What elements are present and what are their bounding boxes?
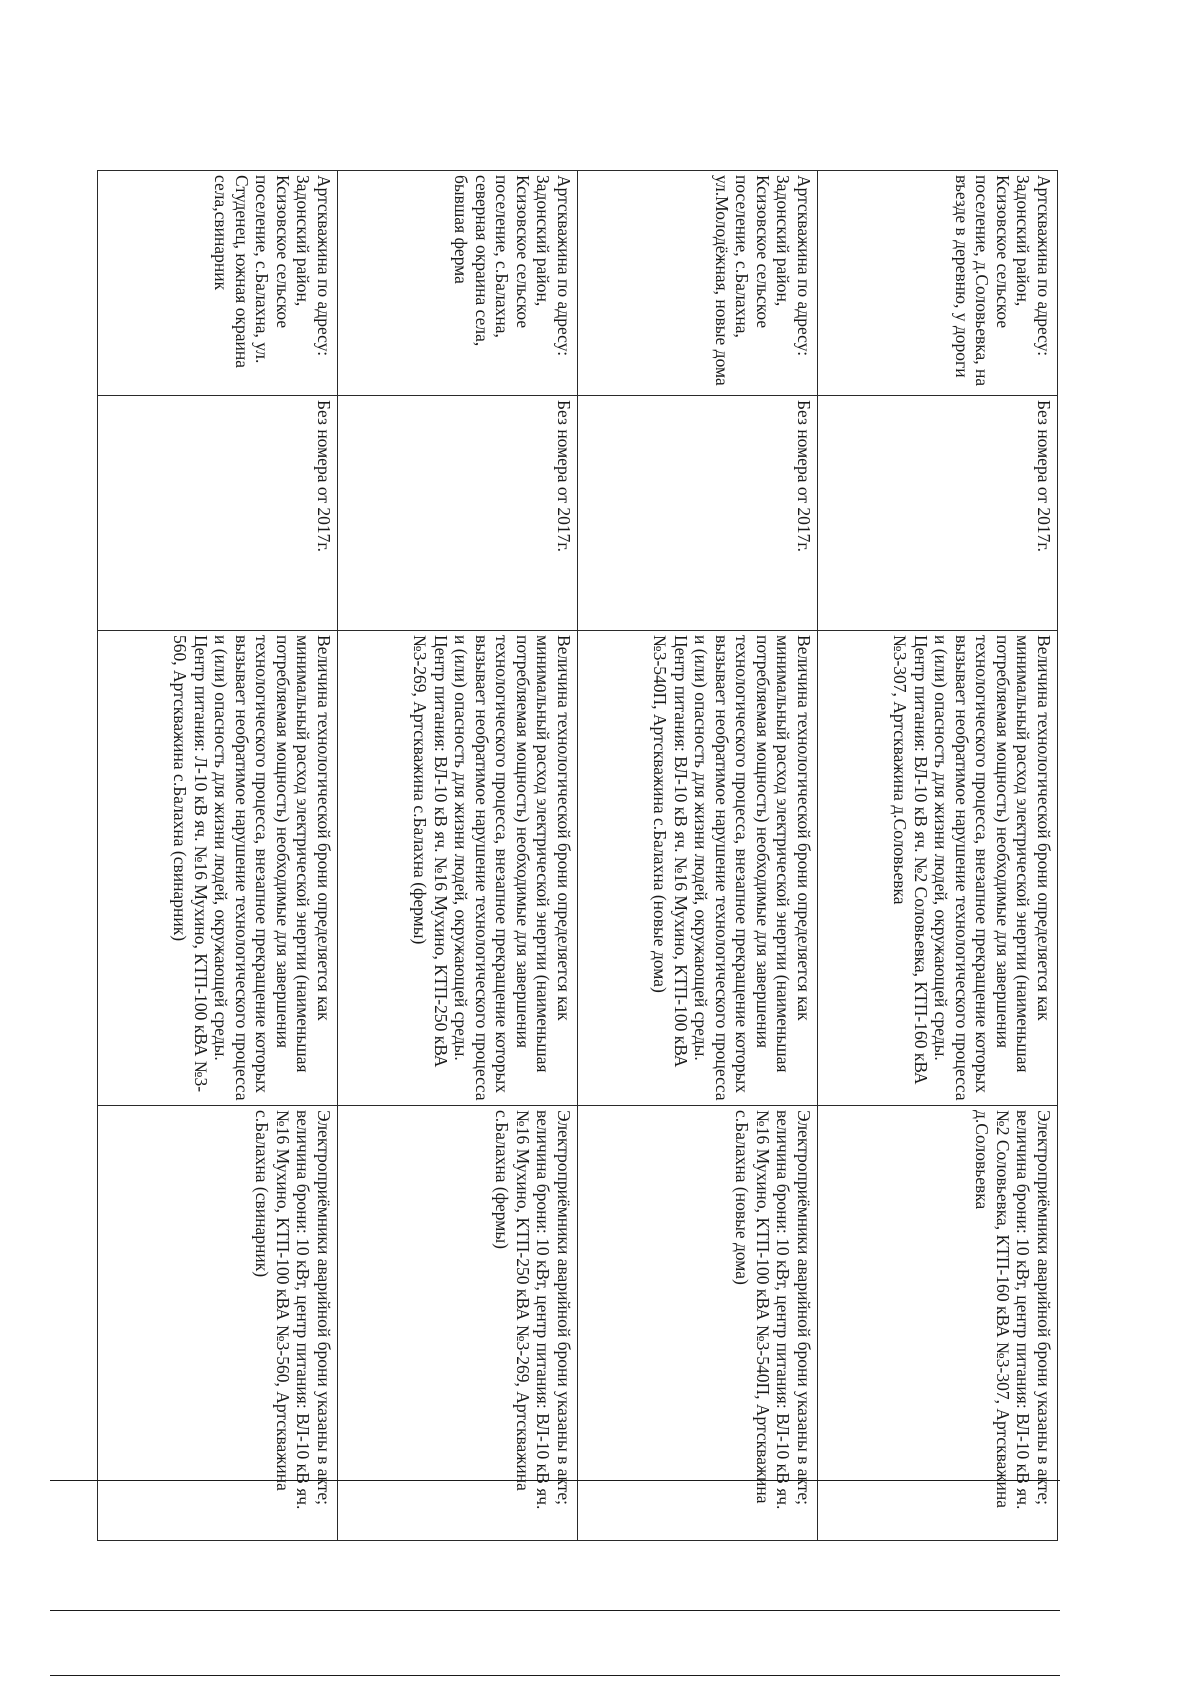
rotated-page-content [58,50,1058,1540]
table-row [98,171,338,1541]
cell-address: Артскважина по адресу: Задонский район, Ксизовское сельское поселение, д.Соловьевка, на въезде в деревню, у дороги [818,171,1058,396]
divider-line [50,1610,1060,1611]
cell-tech-reserve: Величина технологической брони определяется как минимальный расход электрической энергии (наименьшая потребляемая мощность) необходимые для завершения технологического процесса, внезапное прекращение которых вызывает необратимое нарушение технологического процесса и (или) опасность для жизни людей, окружающей среды. Центр питания: ВЛ-10 кВ яч. №16 Мухино, КТП-100 кВА №3-540П, Артскважина с.Балахна (новые дома) [578,631,818,1106]
reservation-table [97,170,1058,1541]
cell-tech-reserve: Величина технологической брони определяется как минимальный расход электрической энергии (наименьшая потребляемая мощность) необходимые для завершения технологического процесса, внезапное прекращение которых вызывает необратимое нарушение технологического процесса и (или) опасность для жизни людей, окружающей среды. Центр питания: Л-10 кВ яч. №16 Мухино, КТП-100 кВА №3-560, Артскважина с.Балахна (свинарник) [98,631,338,1106]
divider-line [50,1480,1060,1481]
cell-tech-reserve: Величина технологической брони определяется как минимальный расход электрической энергии (наименьшая потребляемая мощность) необходимые для завершения технологического процесса, внезапное прекращение которых вызывает необратимое нарушение технологического процесса и (или) опасность для жизни людей, окружающей среды. Центр питания: ВЛ-10 кВ яч. №2 Соловьевка, КТП-160 кВА №3-307, Артскважина д.Соловьевка [818,631,1058,1106]
cell-address: Артскважина по адресу: Задонский район, Ксизовское сельское поселение, с.Балахна, ул. Студенец, южная окраина села,свинарник [98,171,338,396]
table-row [578,171,818,1541]
cell-act: Без номера от 2017г. [98,396,338,631]
cell-emergency-reserve: Электроприёмники аварийной брони указаны в акте; величина брони: 10 кВт, центр питания: ВЛ-10 кВ яч. №16 Мухино, КТП-100 кВА №3-560, Артскважина с.Балахна (свинарник) [98,1106,338,1541]
cell-act: Без номера от 2017г. [818,396,1058,631]
cell-address: Артскважина по адресу: Задонский район, Ксизовское сельское поселение, с.Балахна, ул.Молодёжная, новые дома [578,171,818,396]
cell-tech-reserve: Величина технологической брони определяется как минимальный расход электрической энергии (наименьшая потребляемая мощность) необходимые для завершения технологического процесса, внезапное прекращение которых вызывает необратимое нарушение технологического процесса и (или) опасность для жизни людей, окружающей среды. Центр питания: ВЛ-10 кВ яч. №16 Мухино, КТП-250 кВА №3-269, Артскважина с.Балахна (фермы) [338,631,578,1106]
table-row [338,171,578,1541]
cell-address: Артскважина по адресу: Задонский район, Ксизовское сельское поселение, с.Балахна, северная окраина села, бывшая ферма [338,171,578,396]
table-row [818,171,1058,1541]
cell-act: Без номера от 2017г. [578,396,818,631]
cell-emergency-reserve: Электроприёмники аварийной брони указаны в акте; величина брони: 10 кВт, центр питания: ВЛ-10 кВ яч. №2 Соловьевка, КТП-160 кВА №3-307, Артскважина д.Соловьевка [818,1106,1058,1541]
cell-emergency-reserve: Электроприёмники аварийной брони указаны в акте; величина брони: 10 кВт, центр питания: ВЛ-10 кВ яч. №16 Мухино, КТП-250 кВА №3-269, Артскважина с.Балахна (фермы) [338,1106,578,1541]
divider-line [50,1675,1060,1676]
cell-act: Без номера от 2017г. [338,396,578,631]
cell-emergency-reserve: Электроприёмники аварийной брони указаны в акте; величина брони: 10 кВт, центр питания: ВЛ-10 кВ яч. №16 Мухино, КТП-100 кВА №3-540П, Артскважина с.Балахна (новые дома) [578,1106,818,1541]
